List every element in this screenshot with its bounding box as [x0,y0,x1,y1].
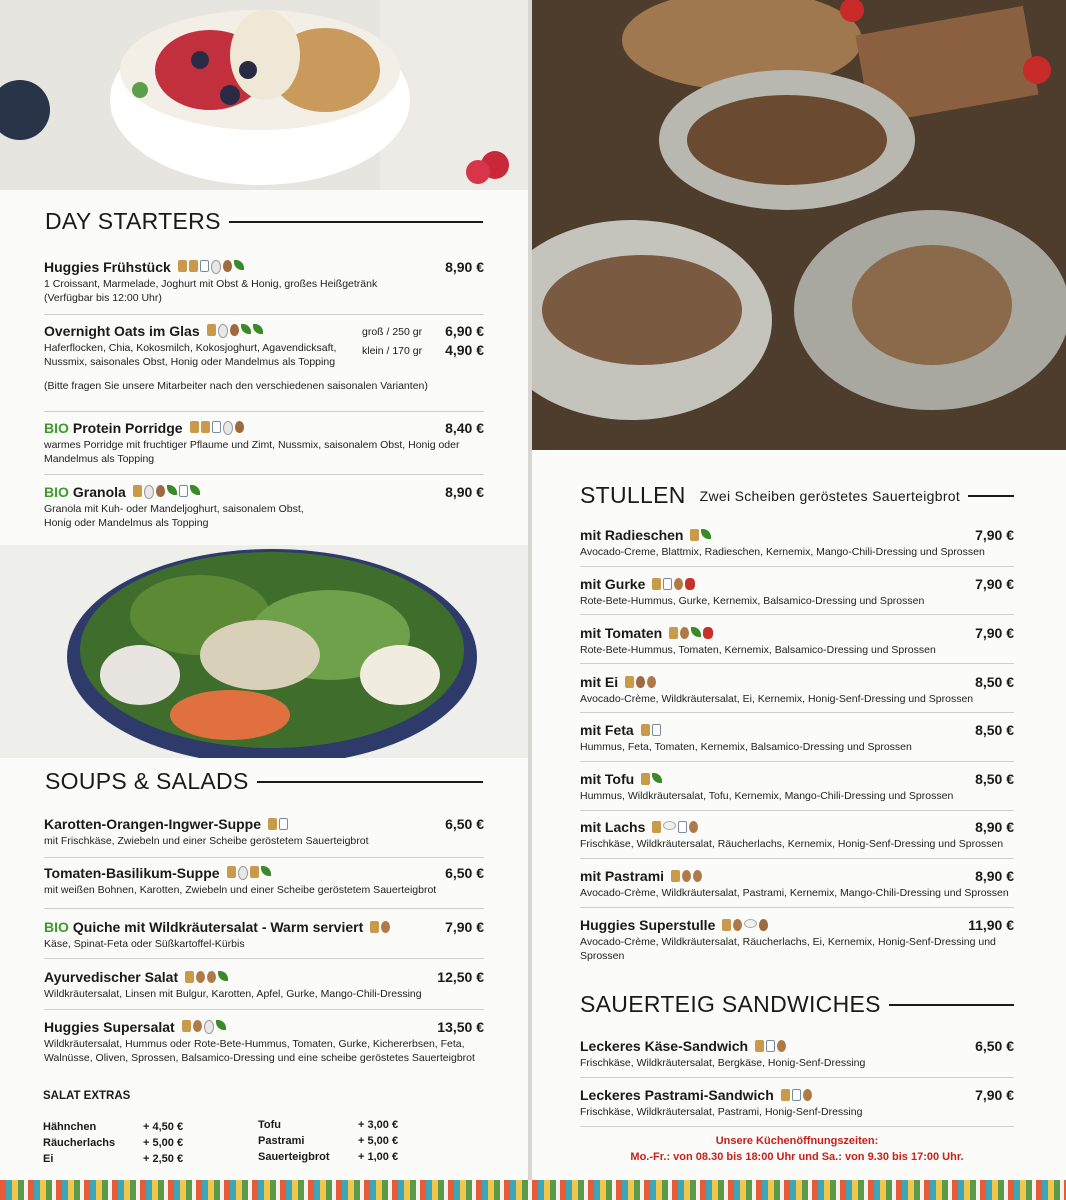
extra-name: Räucherlachs [43,1137,116,1149]
size-small-label: klein / 170 gr [362,345,423,357]
item-price: 8,40 € [445,420,484,436]
allergen-icons [182,1020,226,1034]
item-name: mit Ei [580,674,619,690]
nut-icon [207,971,216,983]
stullen-heading [580,482,1014,509]
heading-rule [889,1004,1014,1006]
extra-item [258,1151,408,1163]
item-name: mit Gurke [580,576,646,592]
size-large-label: groß / 250 gr [362,326,423,338]
allergen-icons [641,724,661,736]
wheat-icon [641,773,650,785]
wheat-icon [185,971,194,983]
menu-item-stulle-feta [580,722,1014,754]
wheat-icon [133,485,142,497]
milk-icon [212,421,221,433]
allergen-icons [671,870,702,882]
item-name: Huggies Supersalat [44,1019,175,1035]
item-price: 6,50 € [975,1038,1014,1054]
item-name: Leckeres Pastrami-Sandwich [580,1087,774,1103]
milk-icon [179,485,188,497]
nut-icon [196,971,205,983]
breakfast-bowl-illustration [0,0,528,190]
item-price: 8,90 € [445,259,484,275]
divider [44,857,484,858]
menu-item-stulle-ei [580,674,1014,706]
soy-icon [223,421,233,435]
salad-bowl-photo [0,545,528,758]
wheat-icon [652,821,661,833]
egg-icon [230,324,239,336]
allergen-icons [669,627,713,639]
item-name: Karotten-Orangen-Ingwer-Suppe [44,816,262,832]
item-price: 11,90 € [968,917,1014,933]
nut-icon [381,921,390,933]
allergen-icons [722,919,768,931]
allergen-icons [652,578,695,590]
item-description: Wildkräutersalat, Linsen mit Bulgur, Karotten, Apfel, Gurke, Mango-Chili-Dressing [44,988,422,1000]
vegan-icon [253,324,263,334]
fish-icon [663,821,676,830]
vegan-icon [691,627,701,637]
extra-price: + 1,00 € [358,1151,399,1163]
item-name: Huggies Superstulle [580,917,716,933]
item-description: mit weißen Bohnen, Karotten, Zwiebeln und einer Scheibe geröstetem Sauerteigbrot [44,884,437,896]
divider [44,314,484,315]
item-description: Frischkäse, Wildkräutersalat, Pastrami, Honig-Senf-Dressing [580,1106,863,1118]
divider [44,411,484,412]
menu-item-stulle-pastrami [580,868,1014,900]
divider [580,566,1014,567]
item-price: 7,90 € [975,1087,1014,1103]
item-description: warmes Porridge mit fruchtiger Pflaume und Zimt, Nussmix, saisonalem Obst, Honig oder Mandelmus als Topping [44,439,460,465]
extra-name: Sauerteigbrot [258,1151,330,1163]
allergen-icons [185,971,228,983]
soy-icon [211,260,221,274]
item-name: mit Tofu [580,771,635,787]
menu-item-stulle-tofu [580,771,1014,803]
item-price: 6,50 € [445,865,484,881]
extra-name: Pastrami [258,1135,305,1147]
menu-item-kaese-sandwich [580,1038,1014,1070]
wheat-icon [182,1020,191,1032]
nut-icon [674,578,683,590]
item-description: Avocado-Crème, Wildkräutersalat, Räucherlachs, Ei, Kernemix, Honig-Senf-Dressing und Sprossen [580,936,996,962]
soy-icon [218,324,228,338]
allergen-icons [133,485,200,499]
item-price: 7,90 € [975,527,1014,543]
divider [580,1126,1014,1127]
allergen-icons [190,421,244,435]
wheat-icon [671,870,680,882]
item-name: Huggies Frühstück [44,259,171,275]
extra-price: + 3,00 € [358,1119,399,1131]
heading-rule [257,781,483,783]
milk-icon [663,578,672,590]
vegan-icon [216,1020,226,1030]
wheat-icon [641,724,650,736]
item-name: mit Feta [580,722,634,738]
milk-icon [279,818,288,830]
kitchen-opening-hours [580,1133,1014,1165]
milk-icon [200,260,209,272]
milk-icon [652,724,661,736]
wheat-icon [178,260,187,272]
divider [580,907,1014,908]
item-name: mit Lachs [580,819,646,835]
item-price: 8,50 € [975,722,1014,738]
egg-icon [636,676,645,688]
day-starters-title: DAY STARTERS [45,208,221,234]
toast-plates-photo [532,0,1066,450]
item-price: 7,90 € [975,625,1014,641]
item-description: Hummus, Feta, Tomaten, Kernemix, Balsamico-Dressing und Sprossen [580,741,912,753]
divider [580,712,1014,713]
item-description: Avocado-Creme, Blattmix, Radieschen, Kernemix, Mango-Chili-Dressing und Sprossen [580,546,985,558]
wheat-icon [669,627,678,639]
nut-icon [777,1040,786,1052]
decorative-border [0,1180,1066,1200]
nut-icon [680,627,689,639]
leaf-icon [234,260,244,270]
item-description: Avocado-Crème, Wildkräutersalat, Pastrami, Kernemix, Mango-Chili-Dressing und Sprossen [580,887,1009,899]
menu-item-huggies-superstulle [580,917,1014,963]
allergen-icons [268,818,288,830]
wheat-icon [690,529,699,541]
menu-item-tomaten-suppe [44,865,484,897]
allergen-icons [178,260,244,274]
price-small: 4,90 € [445,342,484,358]
divider [580,1077,1014,1078]
item-price: 8,50 € [975,674,1014,690]
extra-name: Ei [43,1153,54,1165]
wheat-icon [190,421,199,433]
bio-label: BIO [44,484,69,500]
item-description: Rote-Bete-Hummus, Gurke, Kernemix, Balsamico-Dressing und Sprossen [580,595,925,607]
nut-icon [693,870,702,882]
vegan-icon [190,485,200,495]
wheat-icon [207,324,216,336]
item-description: Rote-Bete-Hummus, Tomaten, Kernemix, Balsamico-Dressing und Sprossen [580,644,936,656]
item-description: Granola mit Kuh- oder Mandeljoghurt, saisonalem Obst, Honig oder Mandelmus als Topping [44,503,304,529]
sandwiches-heading [580,991,1014,1018]
divider [44,958,484,959]
breakfast-bowl-photo [0,0,528,190]
item-price: 12,50 € [437,969,484,985]
day-starters-heading [45,208,483,235]
leaf-icon [167,485,177,495]
wheat-icon [755,1040,764,1052]
divider [580,810,1014,811]
menu-item-granola [44,484,484,530]
extra-item [43,1153,193,1165]
extra-price: + 2,50 € [143,1153,184,1165]
allergen-icons [625,676,656,688]
extra-price: + 5,00 € [358,1135,399,1147]
allergen-icons [370,921,390,933]
extra-name: Hähnchen [43,1121,97,1133]
item-description: Frischkäse, Wildkräutersalat, Räucherlachs, Kernemix, Honig-Senf-Dressing und Sprossen [580,838,1004,850]
item-name: Leckeres Käse-Sandwich [580,1038,749,1054]
menu-item-stulle-gurke [580,576,1014,608]
egg-icon [759,919,768,931]
wheat-icon [227,866,236,878]
stullen-title: STULLEN [580,482,686,508]
menu-item-karotten-suppe [44,816,484,848]
item-price: 7,90 € [975,576,1014,592]
vegan-icon [218,971,228,981]
item-description: Wildkräutersalat, Hummus oder Rote-Bete-Hummus, Tomaten, Gurke, Kichererbsen, Feta, Walnüsse, Oliven, Sprossen, Balsamico-Dressing und eine scheibe geröstetes Sauerteigbrot [44,1038,475,1064]
divider [44,474,484,475]
hours-times: Mo.-Fr.: von 08.30 bis 18:00 Uhr und Sa.: von 9.30 bis 17:00 Uhr. [630,1151,964,1163]
soy-icon [238,866,248,880]
salad-extras-title: SALAT EXTRAS [43,1090,131,1102]
item-name: Overnight Oats im Glas [44,323,200,339]
menu-item-stulle-tomaten [580,625,1014,657]
menu-item-stulle-lachs [580,819,1014,851]
menu-item-ayurvedischer-salat [44,969,484,1001]
item-description: Haferflocken, Chia, Kokosmilch, Kokosjoghurt, Agavendicksaft, Nussmix, saisonales Obst, Honig oder Mandelmus als Topping [44,342,337,368]
nut-icon [193,1020,202,1032]
item-description: Frischkäse, Wildkräutersalat, Bergkäse, Honig-Senf-Dressing [580,1057,866,1069]
divider [580,663,1014,664]
allergen-icons [755,1040,786,1052]
divider [44,908,484,909]
menu-item-pastrami-sandwich [580,1087,1014,1119]
extra-name: Tofu [258,1119,282,1131]
nut-icon [647,676,656,688]
nut-icon [733,919,742,931]
soups-salads-heading [45,768,483,795]
salad-bowl-illustration [0,545,528,758]
item-name: Ayurvedischer Salat [44,969,179,985]
item-description: Avocado-Crème, Wildkräutersalat, Ei, Kernemix, Honig-Senf-Dressing und Sprossen [580,693,974,705]
item-price: 8,90 € [975,819,1014,835]
item-description: mit Frischkäse, Zwiebeln und einer Scheibe geröstetem Sauerteigbrot [44,835,369,847]
wheat-icon [652,578,661,590]
menu-item-huggies-supersalat [44,1019,484,1065]
soups-salads-title: SOUPS & SALADS [45,768,249,794]
item-name: mit Pastrami [580,868,665,884]
bio-label: BIO [44,919,69,935]
egg-icon [223,260,232,272]
nut-icon [682,870,691,882]
egg-icon [156,485,165,497]
allergen-icons [641,773,662,785]
allergen-icons [690,529,711,541]
allergen-icons [227,866,271,880]
item-description: 1 Croissant, Marmelade, Joghurt mit Obst & Honig, großes Heißgetränk [44,278,378,290]
bio-label: BIO [44,420,69,436]
egg-icon [235,421,244,433]
wheat-icon [722,919,731,931]
vegan-icon [701,529,711,539]
soy-icon [144,485,154,499]
sandwiches-title: SAUERTEIG SANDWICHES [580,991,881,1017]
seasonal-note: (Bitte fragen Sie unsere Mitarbeiter nach den verschiedenen saisonalen Varianten) [44,380,428,392]
fish-icon [744,919,757,928]
allergen-icons [207,324,263,338]
nut-icon [803,1089,812,1101]
heading-rule [968,495,1014,497]
wheat-icon [370,921,379,933]
item-name: Quiche mit Wildkräutersalat - Warm serviert [72,919,364,935]
allergen-icons [781,1089,812,1101]
leaf-icon [241,324,251,334]
wheat-icon [250,866,259,878]
stullen-subtitle: Zwei Scheiben geröstetes Sauerteigbrot [699,487,961,504]
milk-icon [766,1040,775,1052]
divider [580,614,1014,615]
chili-icon [685,578,695,590]
item-price: 6,50 € [445,816,484,832]
nut-icon [689,821,698,833]
menu-item-protein-porridge [44,420,484,466]
item-price: 8,90 € [975,868,1014,884]
milk-icon [678,821,687,833]
menu-item-quiche [44,919,484,951]
vegan-icon [261,866,271,876]
menu-item-overnight-oats [44,323,484,393]
hours-title: Unsere Küchenöffnungszeiten: [715,1135,879,1147]
item-name: mit Radieschen [580,527,684,543]
item-name: Protein Porridge [72,420,183,436]
toast-plates-illustration [532,0,1066,450]
item-price: 7,90 € [445,919,484,935]
item-description: Hummus, Wildkräutersalat, Tofu, Kernemix, Mango-Chili-Dressing und Sprossen [580,790,954,802]
wheat-icon [268,818,277,830]
divider [44,1009,484,1010]
extra-item [43,1137,193,1149]
soy-icon [204,1020,214,1034]
vegan-icon [652,773,662,783]
extra-price: + 4,50 € [143,1121,184,1133]
milk-icon [792,1089,801,1101]
divider [580,761,1014,762]
wheat-icon [781,1089,790,1101]
extra-item [258,1135,408,1147]
item-description: Käse, Spinat-Feta oder Süßkartoffel-Kürbis [44,938,245,950]
heading-rule [229,221,483,223]
chili-icon [703,627,713,639]
item-price: 8,50 € [975,771,1014,787]
item-name: Granola [72,484,126,500]
extra-item [258,1119,408,1131]
menu-page-right [532,0,1066,1180]
extra-price: + 5,00 € [143,1137,184,1149]
wheat-icon [189,260,198,272]
price-large: 6,90 € [445,323,484,339]
item-name: mit Tomaten [580,625,663,641]
extra-item [43,1121,193,1133]
allergen-icons [652,821,698,833]
item-availability: (Verfügbar bis 12:00 Uhr) [44,292,162,304]
item-price: 13,50 € [437,1019,484,1035]
menu-item-stulle-radieschen [580,527,1014,559]
wheat-icon [201,421,210,433]
wheat-icon [625,676,634,688]
menu-item-huggies-fruehstueck [44,259,484,305]
item-name: Tomaten-Basilikum-Suppe [44,865,220,881]
divider [580,858,1014,859]
menu-page-left [0,0,528,1180]
item-price: 8,90 € [445,484,484,500]
